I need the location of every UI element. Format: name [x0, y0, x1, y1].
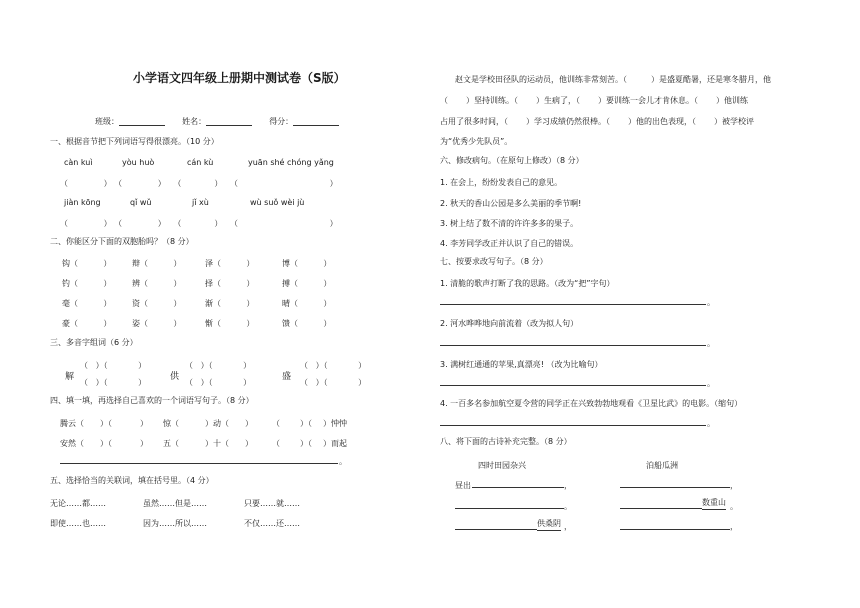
poem-blank[interactable]: [620, 529, 730, 530]
twin-char-item[interactable]: [205, 258, 254, 269]
idiom-fill-segment[interactable]: 安然（: [60, 439, 84, 448]
sentence-item: 3. 树上结了数不清的许许多多的果子。: [440, 219, 579, 228]
idiom-fill-segment[interactable]: ）: [140, 419, 148, 428]
rewrite-item: 3. 满树红通通的苹果,真漂亮! （改为比喻句）: [440, 360, 603, 369]
twin-char-item[interactable]: [62, 318, 111, 329]
twin-char-item[interactable]: [282, 278, 331, 289]
sentence-end: 。: [339, 457, 347, 466]
poem-line-start: 昼出: [455, 481, 471, 490]
twin-char: 搏: [282, 279, 290, 288]
twin-char-item[interactable]: [132, 298, 181, 309]
pinyin: jǐ xù: [192, 198, 209, 207]
answer-brackets[interactable]: （ ）: [213, 279, 255, 288]
class-field[interactable]: [119, 117, 165, 126]
twin-char-item[interactable]: [205, 318, 254, 329]
poem-punct: ，: [564, 481, 572, 490]
paragraph-line-1: 赵文是学校田径队的运动员，他训练非常刻苦。（ ）是盛夏酷暑，还是寒冬腊月，他: [455, 75, 771, 84]
answer-line[interactable]: [440, 304, 706, 305]
poem-line-end: 供桑阴: [537, 518, 561, 531]
rewrite-item: 2. 河水哗哗地向前流着（改为拟人句）: [440, 319, 579, 328]
twin-char-item[interactable]: [282, 258, 331, 269]
answer-brackets[interactable]: （ ）（ ）: [300, 361, 367, 370]
idiom-fill-segment[interactable]: ）（: [300, 439, 312, 448]
poem-title: 泊船瓜洲: [646, 461, 678, 470]
poem-punct: ，: [730, 481, 738, 490]
idiom-fill-segment[interactable]: （: [272, 419, 280, 428]
answer-brackets[interactable]: （ ）: [140, 259, 182, 268]
conjunction-option: 即使……也……: [50, 519, 106, 528]
twin-char: 辩: [132, 259, 140, 268]
answer-brackets[interactable]: （ ）: [70, 279, 112, 288]
sentence-line[interactable]: [60, 463, 338, 464]
twin-char-item[interactable]: [132, 278, 181, 289]
score-field[interactable]: [293, 117, 339, 126]
twin-char: 豪: [62, 319, 70, 328]
twin-char: 博: [282, 259, 290, 268]
idiom-fill-segment[interactable]: 腾云（: [60, 419, 84, 428]
conjunction-option: 不仅……还……: [244, 519, 300, 528]
answer-brackets[interactable]: （ ）: [70, 319, 112, 328]
idiom-fill-segment[interactable]: 五（: [163, 439, 179, 448]
twin-char: 辨: [132, 279, 140, 288]
poem-blank[interactable]: [472, 487, 564, 488]
idiom-fill-segment[interactable]: ）: [140, 439, 148, 448]
answer-brackets[interactable]: （ ）: [70, 259, 112, 268]
twin-char: 钓: [62, 279, 70, 288]
student-info: [95, 117, 339, 126]
pinyin: jiàn kōng: [64, 198, 101, 207]
section-3-heading: 三、多音字组词（6 分）: [50, 338, 138, 347]
rewrite-item: 1. 清脆的歌声打断了我的思路。（改为“把”字句）: [440, 279, 615, 288]
poem-title: 四时田园杂兴: [478, 461, 526, 470]
section-8-heading: 八、将下面的古诗补充完整。（8 分）: [440, 437, 572, 446]
twin-char: 资: [132, 299, 140, 308]
poem-blank[interactable]: [455, 508, 564, 509]
line-end: 。: [707, 339, 715, 348]
conjunction-option: 只要……就……: [244, 499, 300, 508]
answer-brackets[interactable]: （ ） （ ） （ ） （ ）: [60, 219, 338, 228]
poem-line-end: 数重山: [702, 497, 726, 510]
answer-brackets[interactable]: （ ）（ ）: [80, 378, 147, 387]
twin-char-item[interactable]: [205, 278, 254, 289]
pinyin: qǐ wǔ: [130, 198, 152, 207]
idiom-fill-segment[interactable]: ）而起: [323, 439, 347, 448]
twin-char-item[interactable]: [282, 298, 331, 309]
conjunction-option: 因为……所以……: [143, 519, 207, 528]
score-label: 得分：: [269, 117, 294, 126]
poem-punct: ，: [730, 522, 738, 531]
idiom-fill-segment[interactable]: ）（: [300, 419, 312, 428]
idiom-fill-segment[interactable]: （: [272, 439, 280, 448]
idiom-fill-segment[interactable]: ）（: [100, 419, 112, 428]
twin-char-item[interactable]: [62, 258, 111, 269]
answer-brackets[interactable]: （ ）: [70, 299, 112, 308]
section-7-heading: 七、按要求改写句子。（8 分）: [440, 257, 548, 266]
line-end: 。: [707, 379, 715, 388]
answer-brackets[interactable]: （ ） （ ） （ ） （ ）: [60, 179, 338, 188]
twin-char: 渐: [205, 299, 213, 308]
section-5-heading: 五、选择恰当的关联词，填在括号里。（4 分）: [50, 476, 214, 485]
answer-brackets[interactable]: （ ）（ ）: [185, 378, 252, 387]
answer-brackets[interactable]: （ ）: [140, 319, 182, 328]
line-end: 。: [707, 419, 715, 428]
name-label: 姓名：: [182, 117, 207, 126]
sentence-item: 1. 在会上，纷纷发表自己的意见。: [440, 178, 563, 187]
page-title: 小学语文四年级上册期中测试卷（S版）: [133, 71, 346, 85]
pinyin: cán kù: [187, 158, 214, 167]
twin-char-item[interactable]: [205, 298, 254, 309]
polyphone-char: 供: [170, 372, 180, 382]
paragraph-line-2: （ ）坚持训练。（ ）生病了，（ ）要训练一会儿才肯休息。（ ）他训练: [440, 96, 748, 105]
answer-brackets[interactable]: （ ）（ ）: [300, 378, 367, 387]
poem-blank[interactable]: [455, 529, 537, 530]
twin-char-item[interactable]: [62, 298, 111, 309]
twin-char-item[interactable]: [132, 318, 181, 329]
pinyin: wù suǒ wèi jù: [250, 198, 305, 207]
answer-line[interactable]: [440, 345, 706, 346]
section-4-heading: 四、填一填，再选择自己喜欢的一个词语写句子。（8 分）: [50, 396, 254, 405]
poem-punct: 。: [564, 502, 572, 511]
paragraph-line-4: 为“优秀少先队员”。: [440, 137, 513, 146]
answer-brackets[interactable]: （ ）: [290, 319, 332, 328]
conjunction-option: 无论……都……: [50, 499, 106, 508]
paragraph-line-3: 占用了很多时间，（ ）学习成绩仍然很棒。（ ）他的出色表现，（ ）被学校评: [440, 117, 754, 126]
answer-brackets[interactable]: （ ）: [213, 259, 255, 268]
polyphone-char: 盛: [282, 372, 292, 382]
answer-line[interactable]: [440, 425, 706, 426]
twin-char: 惭: [205, 319, 213, 328]
twin-char-item[interactable]: [62, 278, 111, 289]
pinyin: càn kuì: [64, 158, 93, 167]
twin-char-item[interactable]: [282, 318, 331, 329]
sentence-item: 4. 李芳同学改正并认识了自己的错误。: [440, 239, 579, 248]
name-field[interactable]: [206, 117, 252, 126]
idiom-fill-segment[interactable]: ）动（: [205, 419, 229, 428]
section-2-heading: 二、你能区分下面的双胞胎吗？（8 分）: [50, 237, 194, 246]
idiom-fill-segment[interactable]: ）: [245, 439, 253, 448]
twin-char: 馈: [282, 319, 290, 328]
line-end: 。: [707, 298, 715, 307]
poem-punct: ，: [564, 522, 572, 531]
answer-brackets[interactable]: （ ）: [213, 299, 255, 308]
poem-punct: 。: [730, 502, 738, 511]
idiom-fill-segment[interactable]: ）（: [100, 439, 112, 448]
twin-char: 毫: [62, 299, 70, 308]
twin-char-item[interactable]: [132, 258, 181, 269]
twin-char: 泽: [205, 259, 213, 268]
poem-blank[interactable]: [620, 508, 702, 509]
answer-brackets[interactable]: （ ）（ ）: [185, 361, 252, 370]
answer-brackets[interactable]: （ ）: [290, 299, 332, 308]
idiom-fill-segment[interactable]: ）忡忡: [323, 419, 347, 428]
pinyin: yòu huò: [122, 158, 155, 167]
sentence-item: 2. 秋天的香山公园是多么美丽的季节啊!: [440, 199, 582, 208]
idiom-fill-segment[interactable]: ）十（: [205, 439, 229, 448]
twin-char: 晴: [282, 299, 290, 308]
twin-char: 姿: [132, 319, 140, 328]
answer-brackets[interactable]: （ ）: [140, 299, 182, 308]
answer-brackets[interactable]: （ ）（ ）: [80, 361, 147, 370]
answer-brackets[interactable]: （ ）: [213, 319, 255, 328]
answer-brackets[interactable]: （ ）: [290, 259, 332, 268]
answer-brackets[interactable]: （ ）: [290, 279, 332, 288]
pinyin: yuān shé chóng yǎng: [248, 158, 334, 167]
class-label: 班级：: [95, 117, 119, 126]
idiom-fill-segment[interactable]: ）: [245, 419, 253, 428]
rewrite-item: 4. 一百多名参加航空夏令营的同学正在兴致勃勃地观看《卫星比武》的电影。（缩句）: [440, 399, 743, 408]
twin-char: 钩: [62, 259, 70, 268]
polyphone-char: 解: [65, 372, 75, 382]
answer-line[interactable]: [440, 385, 706, 386]
section-1-heading: 一、根据音节把下列词语写得很漂亮。（10 分）: [50, 137, 219, 146]
conjunction-option: 虽然……但是……: [143, 499, 207, 508]
poem-blank[interactable]: [620, 487, 730, 488]
section-6-heading: 六、修改病句。（在原句上修改）（8 分）: [440, 156, 584, 165]
answer-brackets[interactable]: （ ）: [140, 279, 182, 288]
twin-char: 择: [205, 279, 213, 288]
idiom-fill-segment[interactable]: 惊（: [163, 419, 179, 428]
